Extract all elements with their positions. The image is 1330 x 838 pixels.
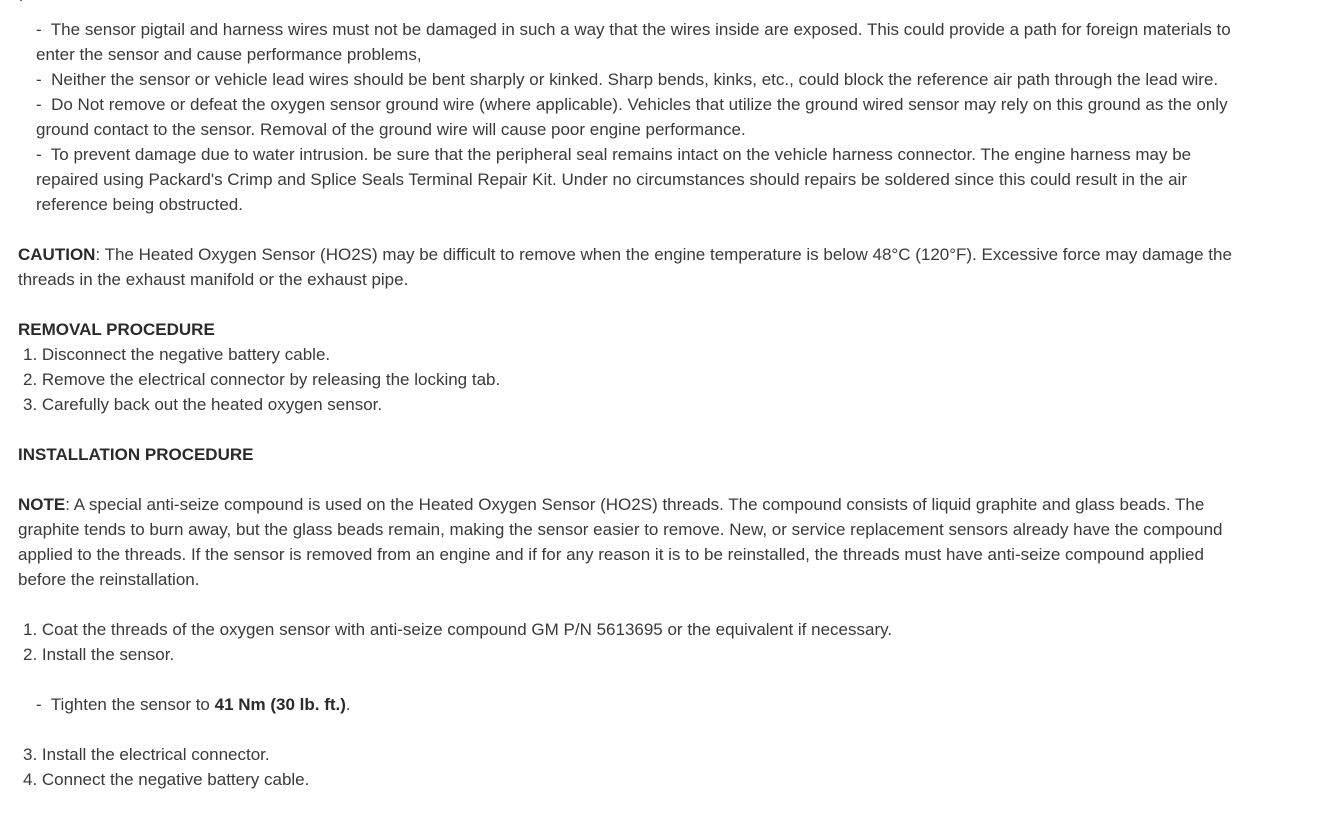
bullet-item: - To prevent damage due to water intrusion. be sure that the peripheral seal remains intact on the vehicle harness connector. The engine harness may be repaired using Packard's Crimp and Splice Seals Terminal Repair Kit. Under no circumstances should repairs be soldered since this could result in the air reference being obstructed. — [36, 145, 1196, 214]
tighten-instruction — [18, 692, 1243, 717]
installation-step: 2. Install the sensor. — [23, 645, 175, 664]
tighten-suffix: . — [345, 695, 351, 714]
removal-step: 3. Carefully back out the heated oxygen sensor. — [23, 395, 383, 414]
bullet-item: - The sensor pigtail and harness wires must not be damaged in such a way that the wires inside are exposed. This could provide a path for foreign materials to enter the sensor and cause performance problems, — [36, 20, 1236, 64]
spacer — [18, 592, 1243, 617]
installation-step: 4. Connect the negative battery cable. — [23, 770, 310, 789]
spacer — [18, 467, 1243, 492]
bullet-item: - Do Not remove or defeat the oxygen sensor ground wire (where applicable). Vehicles that utilize the ground wired sensor may rely on this ground as the only ground contact to the sensor. Removal of the ground wire will cause poor engine performance. — [36, 95, 1233, 139]
document-body — [18, 0, 1243, 792]
tighten-prefix: - Tighten the sensor to — [36, 695, 215, 714]
caution-text: : The Heated Oxygen Sensor (HO2S) may be difficult to remove when the engine temperature is below 48°C (120°F). Excessive force may damage the threads in the exhaust manifold or the exhaust pipe. — [18, 245, 1237, 289]
clipped-glyph — [20, 0, 22, 1]
caution-paragraph — [18, 242, 1243, 292]
spacer — [18, 717, 1243, 742]
installation-step: 3. Install the electrical connector. — [23, 745, 270, 764]
removal-step: 1. Disconnect the negative battery cable. — [23, 345, 331, 364]
removal-heading: REMOVAL PROCEDURE — [18, 320, 215, 339]
spacer — [18, 217, 1243, 242]
installation-step: 1. Coat the threads of the oxygen sensor with anti-seize compound GM P/N 5613695 or the equivalent if necessary. — [23, 620, 893, 639]
spacer — [18, 292, 1243, 317]
removal-step: 2. Remove the electrical connector by releasing the locking tab. — [23, 370, 501, 389]
spacer — [18, 667, 1243, 692]
torque-value: 41 Nm (30 lb. ft.) — [214, 695, 346, 714]
clipped-line-fragment — [18, 0, 1243, 17]
note-text: : A special anti-seize compound is used on the Heated Oxygen Sensor (HO2S) threads. The compound consists of liquid graphite and glass beads. The graphite tends to burn away, but the glass beads remain, making the sensor easier to remove. New, or service replacement sensors already have the compound applied to the threads. If the sensor is removed from an engine and if for any reason it is to be reinstalled, the threads must have anti-seize compound applied before the reinstallation. — [18, 495, 1228, 589]
installation-heading: INSTALLATION PROCEDURE — [18, 445, 254, 464]
bullet-item: - Neither the sensor or vehicle lead wires should be bent sharply or kinked. Sharp bends, kinks, etc., could block the reference air path through the lead wire. — [36, 70, 1219, 89]
note-paragraph — [18, 492, 1243, 592]
spacer — [18, 417, 1243, 442]
note-label: NOTE — [18, 495, 66, 514]
caution-label: CAUTION — [18, 245, 96, 264]
